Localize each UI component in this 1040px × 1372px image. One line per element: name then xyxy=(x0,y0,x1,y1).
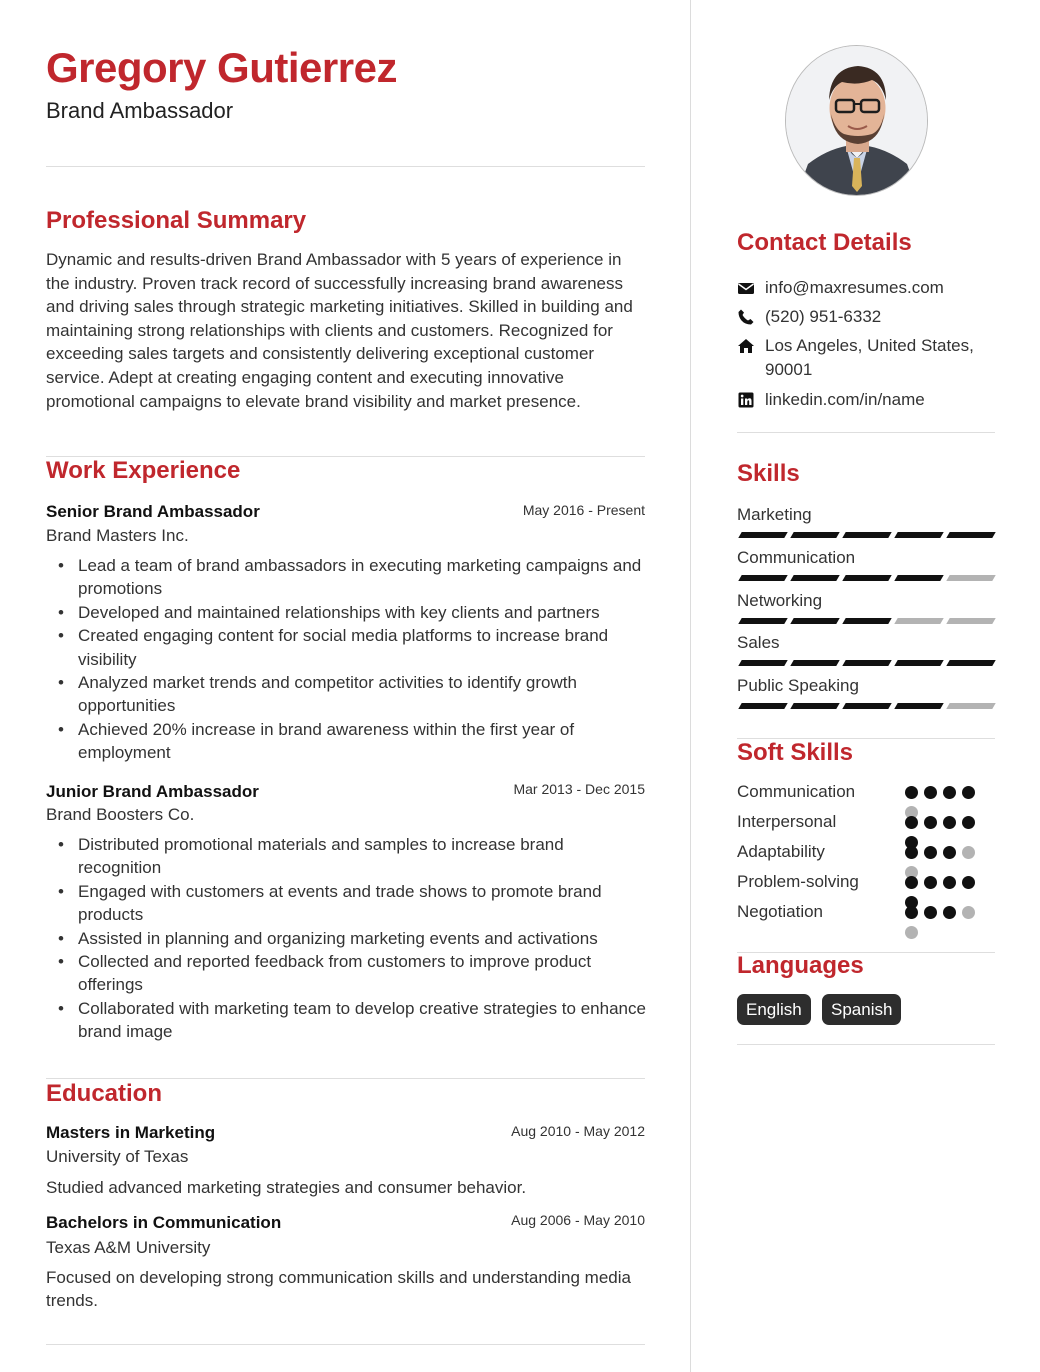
rating-dot-filled xyxy=(924,906,937,919)
rating-dot-filled xyxy=(905,816,918,829)
skill-segment-filled xyxy=(738,660,787,666)
contact-phone xyxy=(737,305,995,329)
candidate-role: Brand Ambassador xyxy=(46,98,234,123)
skill-name: Networking xyxy=(737,590,823,610)
education-date: Aug 2006 - May 2010 xyxy=(511,1212,645,1228)
education-date: Aug 2010 - May 2012 xyxy=(511,1123,645,1139)
phone-number[interactable]: (520) 951-6332 xyxy=(765,307,882,326)
job-title: Senior Brand Ambassador xyxy=(46,502,260,521)
skill-segment-empty xyxy=(946,703,995,709)
skill-segment-filled xyxy=(738,575,787,581)
section-divider xyxy=(46,1078,645,1079)
education-description: Studied advanced marketing strategies and consumer behavior. xyxy=(46,1178,527,1197)
contact-email xyxy=(737,276,995,300)
phone-icon xyxy=(737,308,755,326)
contact-heading: Contact Details xyxy=(737,229,912,256)
skill-level-bar xyxy=(737,618,995,624)
soft-skill-name: Negotiation xyxy=(737,902,824,921)
skill-segment-filled xyxy=(894,575,943,581)
skill-segment-filled xyxy=(790,532,839,538)
job-bullets xyxy=(78,554,648,765)
skill-name: Public Speaking xyxy=(737,676,859,695)
skill-segment-empty xyxy=(946,575,995,581)
skill-segment-filled xyxy=(842,703,891,709)
skill-segment-filled xyxy=(842,575,891,581)
bullet-item: • Distributed promotional materials and samples to increase brand recognition xyxy=(78,833,648,880)
skill-name: Sales xyxy=(737,633,780,653)
home-icon xyxy=(737,337,755,355)
rating-dot-filled xyxy=(962,876,975,889)
contact-linkedin xyxy=(737,388,995,412)
rating-dot-filled xyxy=(905,906,918,919)
skill-segment-filled xyxy=(842,532,891,538)
education-heading: Education xyxy=(46,1080,163,1107)
rating-dot-filled xyxy=(905,876,918,889)
skill-segment-filled xyxy=(842,660,891,666)
skill-segment-filled xyxy=(894,660,943,666)
bullet-item: • Achieved 20% increase in brand awareness within the first year of employment xyxy=(78,718,648,765)
header-divider xyxy=(46,166,645,167)
languages-heading: Languages xyxy=(737,952,864,979)
section-divider xyxy=(737,1044,995,1045)
bullet-item: • Analyzed market trends and competitor activities to identify growth opportunities xyxy=(78,671,648,718)
linkedin-icon xyxy=(737,391,755,409)
rating-dot-filled xyxy=(943,816,956,829)
education-description: Focused on developing strong communication skills and understanding media trends. xyxy=(46,1268,631,1311)
bullet-item: • Assisted in planning and organizing marketing events and activations xyxy=(78,927,648,950)
job-date: Mar 2013 - Dec 2015 xyxy=(513,781,645,797)
skill-level-bar xyxy=(737,660,995,666)
skill-segment-filled xyxy=(894,703,943,709)
skill-name: Communication xyxy=(737,547,856,567)
column-divider xyxy=(690,0,691,1372)
skill-segment-filled xyxy=(790,703,839,709)
bullet-item: • Collaborated with marketing team to develop creative strategies to enhance brand image xyxy=(78,997,648,1044)
job-bullets xyxy=(78,833,648,1044)
person-avatar-icon xyxy=(786,46,928,196)
skill-segment-empty xyxy=(894,618,943,624)
skill-segment-filled xyxy=(738,703,787,709)
linkedin-link[interactable]: linkedin.com/in/name xyxy=(765,390,925,409)
bullet-item: • Lead a team of brand ambassadors in executing marketing campaigns and promotions xyxy=(78,554,648,601)
rating-dot-filled xyxy=(943,906,956,919)
summary-heading: Professional Summary xyxy=(46,207,307,234)
email-link[interactable]: info@maxresumes.com xyxy=(765,278,944,297)
language-chip: Spanish xyxy=(822,994,901,1025)
rating-dot-empty xyxy=(962,906,975,919)
school-name: Texas A&M University xyxy=(46,1238,211,1257)
rating-dot-filled xyxy=(962,786,975,799)
rating-dot-filled xyxy=(962,816,975,829)
experience-heading: Work Experience xyxy=(46,457,241,484)
skill-segment-filled xyxy=(738,532,787,538)
skill-level-bar xyxy=(737,575,995,581)
contact-address xyxy=(737,334,995,382)
degree-title: Bachelors in Communication xyxy=(46,1213,282,1232)
section-divider xyxy=(737,432,995,433)
soft-skill-name: Interpersonal xyxy=(737,812,837,831)
job-title: Junior Brand Ambassador xyxy=(46,782,259,801)
job-company: Brand Masters Inc. xyxy=(46,526,189,545)
bullet-item: • Created engaging content for social media platforms to increase brand visibility xyxy=(78,624,648,671)
rating-dot-filled xyxy=(943,876,956,889)
skill-segment-filled xyxy=(946,660,995,666)
rating-dot-filled xyxy=(905,786,918,799)
soft-skill-name: Communication xyxy=(737,782,856,801)
language-chip: English xyxy=(737,994,811,1025)
profile-photo xyxy=(785,45,928,196)
skill-segment-filled xyxy=(790,618,839,624)
job-date: May 2016 - Present xyxy=(522,502,645,518)
rating-dot-filled xyxy=(905,846,918,859)
rating-dot-empty xyxy=(905,926,918,939)
skill-segment-filled xyxy=(790,575,839,581)
rating-dot-filled xyxy=(943,786,956,799)
degree-title: Masters in Marketing xyxy=(46,1123,216,1142)
skill-segment-filled xyxy=(738,618,787,624)
rating-dot-empty xyxy=(962,846,975,859)
candidate-name: Gregory Gutierrez xyxy=(46,44,397,91)
section-divider xyxy=(46,1344,645,1345)
rating-dot-filled xyxy=(924,816,937,829)
skills-heading: Skills xyxy=(737,460,800,487)
skill-level-bar xyxy=(737,532,995,538)
skill-segment-empty xyxy=(946,618,995,624)
skill-name: Marketing xyxy=(737,505,812,524)
skill-segment-filled xyxy=(842,618,891,624)
envelope-icon xyxy=(737,279,755,297)
skill-segment-filled xyxy=(946,532,995,538)
bullet-item: • Engaged with customers at events and trade shows to promote brand products xyxy=(78,880,648,927)
rating-dot-filled xyxy=(943,846,956,859)
rating-dot-filled xyxy=(924,786,937,799)
address-text: Los Angeles, United States, 90001 xyxy=(765,336,974,379)
skill-segment-filled xyxy=(894,532,943,538)
summary-text: Dynamic and results-driven Brand Ambassador with 5 years of experience in the industry. Proven track record of successfully increasing brand awareness and driving sales through strategic marketing initiatives. Skilled in building and maintaining strong relationships with clients and customers. Recognized for exceeding sales targets and consistently delivering exceptional customer service. Adept at creating engaging content and executing innovative promotional campaigns to elevate brand visibility and market presence. xyxy=(46,250,633,411)
soft-skill-name: Adaptability xyxy=(737,842,825,861)
rating-dot-filled xyxy=(924,846,937,859)
bullet-item: • Collected and reported feedback from customers to improve product offerings xyxy=(78,950,648,997)
skill-level-bar xyxy=(737,703,995,709)
bullet-item: • Developed and maintained relationships with key clients and partners xyxy=(78,601,648,624)
job-company: Brand Boosters Co. xyxy=(46,805,195,824)
soft-skill-name: Problem-solving xyxy=(737,872,859,891)
rating-dot-filled xyxy=(924,876,937,889)
skill-segment-filled xyxy=(790,660,839,666)
school-name: University of Texas xyxy=(46,1147,189,1166)
soft-skills-heading: Soft Skills xyxy=(737,739,854,766)
